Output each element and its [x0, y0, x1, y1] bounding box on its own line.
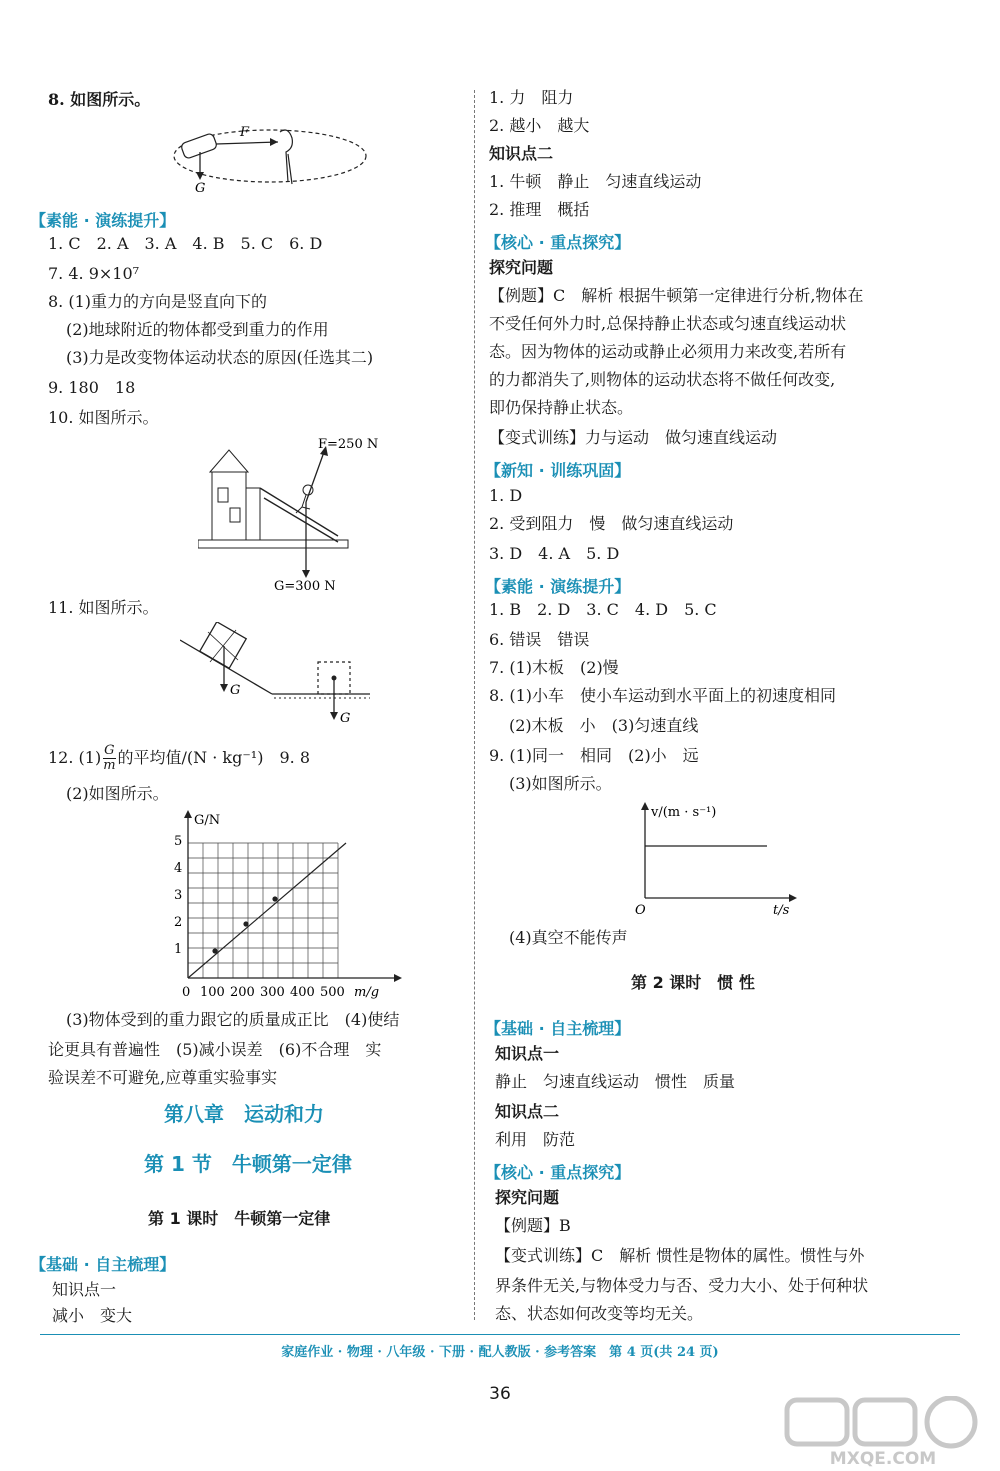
- label-G300: G=300 N: [274, 579, 336, 592]
- variant-training: 【变式训练】力与运动 做匀速直线运动: [489, 428, 778, 447]
- knowledge-point-1b-answer: 静止 匀速直线运动 惯性 质量: [495, 1072, 736, 1091]
- ytick-4: 4: [174, 861, 183, 876]
- section-title: 第 1 节 牛顿第一定律: [144, 1152, 352, 1176]
- answer-9: 9. 180 18: [48, 378, 136, 397]
- section-heading-suneng-2: 【素能 · 演练提升】: [485, 577, 631, 596]
- graph-ylabel: G/N: [194, 813, 221, 828]
- s-answer-9a: 9. (1)同一 相同 (2)小 远: [489, 746, 699, 765]
- section-heading-xinzhi: 【新知 · 训练巩固】: [485, 461, 631, 480]
- footer-rule: [40, 1334, 960, 1335]
- xtick-0: 0: [182, 985, 191, 1000]
- inquiry-question: 探究问题: [489, 258, 554, 277]
- section-heading-hexin-2: 【核心 · 重点探究】: [485, 1163, 631, 1182]
- label-G1: G: [230, 683, 241, 698]
- s-answer-6: 6. 错误 错误: [489, 630, 590, 649]
- s-answer-9c: (4)真空不能传声: [509, 928, 628, 947]
- v-t-graph: [625, 798, 805, 922]
- answer-12-3b: 论更具有普遍性 (5)减小误差 (6)不合理 实: [48, 1040, 382, 1059]
- answer-7: 7. 4. 9×10⁷: [48, 264, 140, 283]
- answer-8-3: (3)力是改变物体运动状态的原因(任选其二): [66, 348, 374, 367]
- watermark-logo: [783, 1396, 988, 1468]
- s-answer-8b: (2)木板 小 (3)匀速直线: [509, 716, 699, 735]
- graph-xlabel: m/g: [354, 985, 380, 1000]
- footer-text: 家庭作业 · 物理 · 八年级 · 下册 · 配人教版 · 参考答案 第 4 页(共 24 页): [281, 1345, 719, 1360]
- variant-training-2-line-2: 界条件无关,与物体受力与否、受力大小、处于何种状: [495, 1276, 869, 1295]
- s-answer-7: 7. (1)木板 (2)慢: [489, 658, 619, 677]
- xtick-300: 300: [260, 985, 285, 1000]
- example-line-1: 【例题】C 解析 根据牛顿第一定律进行分析,物体在: [489, 286, 864, 305]
- section-heading-hexin: 【核心 · 重点探究】: [485, 233, 631, 252]
- answer-10: 10. 如图所示。: [48, 408, 159, 427]
- page-number: 36: [489, 1384, 511, 1404]
- label-F250: F=250 N: [318, 437, 379, 452]
- vt-origin: O: [635, 903, 646, 918]
- answer-12-3c: 验误差不可避免,应尊重实验事实: [48, 1068, 278, 1087]
- ytick-3: 3: [174, 888, 183, 903]
- chapter-title: 第八章 运动和力: [164, 1102, 324, 1126]
- vt-xlabel: t/s: [773, 903, 790, 918]
- example-line-5: 即仍保持静止状态。: [489, 398, 634, 417]
- knowledge-point-2b: 知识点二: [495, 1102, 560, 1121]
- xtick-500: 500: [320, 985, 345, 1000]
- s-answers-1-5: 1. B 2. D 3. C 4. D 5. C: [489, 600, 717, 619]
- example-line-2: 不受任何外力时,总保持静止状态或匀速直线运动状: [489, 314, 847, 333]
- label-F: F: [240, 125, 250, 140]
- lesson-title-2: 第 2 课时 惯 性: [631, 973, 755, 992]
- answers-1-6: 1. C 2. A 3. A 4. B 5. C 6. D: [48, 234, 323, 253]
- figure-8-circular-motion: [170, 118, 370, 196]
- g-m-graph: [158, 808, 418, 1003]
- answer-12-suffix: 的平均值/(N · kg⁻¹) 9. 8: [117, 748, 310, 767]
- answer-12-3a: (3)物体受到的重力跟它的质量成正比 (4)使结: [66, 1010, 400, 1029]
- x-answer-3-5: 3. D 4. A 5. D: [489, 544, 620, 563]
- label-G2: G: [340, 711, 351, 726]
- inquiry-question-2: 探究问题: [495, 1188, 560, 1207]
- example-line-3: 态。因为物体的运动或静止必须用力来改变,若所有: [489, 342, 847, 361]
- ytick-2: 2: [174, 915, 183, 930]
- r-answer-1: 1. 力 阻力: [489, 88, 574, 107]
- answer-12-prefix: 12. (1): [48, 748, 102, 767]
- knowledge-point-1-answer: 减小 变大: [52, 1306, 133, 1325]
- example-line-4: 的力都消失了,则物体的运动状态将不做任何改变,: [489, 370, 836, 389]
- q8: 8. 如图所示。: [48, 90, 151, 109]
- ytick-5: 5: [174, 834, 183, 849]
- x-answer-1: 1. D: [489, 486, 523, 505]
- xtick-100: 100: [200, 985, 225, 1000]
- variant-training-2-line-3: 态、状态如何改变等均无关。: [495, 1304, 704, 1323]
- answer-8-1: 8. (1)重力的方向是竖直向下的: [48, 292, 268, 311]
- xtick-200: 200: [230, 985, 255, 1000]
- fraction-numerator: G: [104, 743, 115, 758]
- fraction-g-over-m: [103, 744, 115, 773]
- knowledge-point-1: 知识点一: [52, 1280, 117, 1299]
- answer-12-1: [48, 744, 310, 773]
- s-answer-9b: (3)如图所示。: [509, 774, 612, 793]
- r-answer-2: 2. 越小 越大: [489, 116, 590, 135]
- s-answer-8a: 8. (1)小车 使小车运动到水平面上的初速度相同: [489, 686, 837, 705]
- fraction-denominator: m: [103, 758, 116, 773]
- knowledge-point-1b: 知识点一: [495, 1044, 560, 1063]
- figure-11-incline: [180, 622, 380, 732]
- knowledge-point-2: 知识点二: [489, 144, 554, 163]
- section-heading-jichu-2: 【基础 · 自主梳理】: [485, 1019, 631, 1038]
- xtick-400: 400: [290, 985, 315, 1000]
- x-answer-2: 2. 受到阻力 慢 做匀速直线运动: [489, 514, 734, 533]
- answer-8-2: (2)地球附近的物体都受到重力的作用: [66, 320, 329, 339]
- watermark-text: MXQE.COM: [829, 1449, 937, 1468]
- r-answer-3: 1. 牛顿 静止 匀速直线运动: [489, 172, 702, 191]
- example-2: 【例题】B: [495, 1216, 571, 1235]
- answer-12-2: (2)如图所示。: [66, 784, 169, 803]
- lesson-title-1: 第 1 课时 牛顿第一定律: [148, 1209, 331, 1228]
- section-heading-suneng: 【素能 · 演练提升】: [30, 211, 176, 230]
- column-divider: [474, 90, 475, 1320]
- label-G: G: [195, 181, 206, 196]
- r-answer-4: 2. 推理 概括: [489, 200, 590, 219]
- ytick-1: 1: [174, 942, 183, 957]
- answer-11: 11. 如图所示。: [48, 598, 159, 617]
- knowledge-point-2b-answer: 利用 防范: [495, 1130, 576, 1149]
- section-heading-jichu: 【基础 · 自主梳理】: [30, 1255, 176, 1274]
- variant-training-2-line-1: 【变式训练】C 解析 惯性是物体的属性。惯性与外: [495, 1246, 865, 1265]
- figure-10-slide: [198, 432, 388, 592]
- vt-ylabel: v/(m · s⁻¹): [651, 805, 717, 820]
